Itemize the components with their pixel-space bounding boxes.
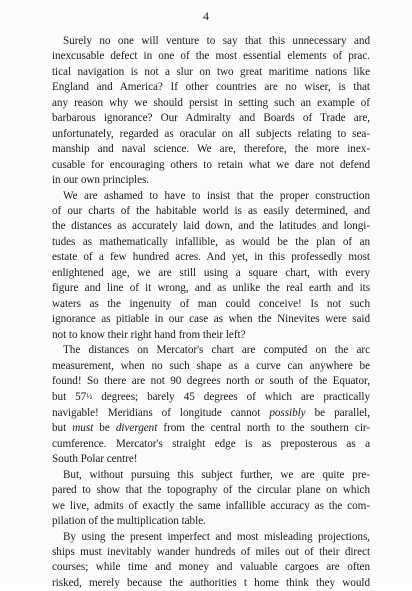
text-line: enlightened age, we are still using a square chart, with every [52, 266, 370, 281]
text-line: England and America? If other countries are no wiser, is that [52, 80, 370, 95]
text-line: pared to show that the topography of the circular plane on which [52, 483, 370, 498]
text-line: manship and naval science. We are, therefore, the more inex- [52, 142, 370, 157]
text-line: any reason why we should persist in setting such an example of [52, 96, 370, 111]
text-fragment: degrees; barely 45 degrees of which are practically [92, 391, 370, 403]
page-number: 4 [0, 9, 412, 23]
text-line: The distances on Mercator's chart are computed on the arc [52, 343, 370, 358]
text-fragment: but [52, 391, 75, 403]
paragraph-3 [52, 343, 370, 468]
text-line: By using the present imperfect and most misleading projections, [52, 530, 370, 545]
text-line: inexcusable defect in one of the most essential elements of prac. [52, 49, 370, 64]
text-line [52, 389, 370, 405]
text-line: ignorance as pitiable in our case as when the Ninevites were said [52, 312, 370, 327]
text-fragment: 57 [75, 391, 86, 403]
text-line: we live, admits of exactly the same infallible accuracy as the com- [52, 499, 370, 514]
text-line: cusable for encouraging others to retain what we dare not defend [52, 158, 370, 173]
paragraph-2 [52, 189, 370, 344]
text-line [52, 406, 370, 421]
text-line: South Polar centre! [52, 452, 370, 467]
fraction-half: ½ [86, 392, 92, 401]
text-line: risked, merely because the authorities t home think they would [52, 576, 370, 591]
paragraph-5 [52, 530, 370, 591]
paragraph-1 [52, 34, 370, 189]
text-line: in our own principles. [52, 173, 370, 188]
text-line: pilation of the multiplication table. [52, 514, 370, 529]
text-line: waters as the ingenuity of man could conceive! Is not such [52, 297, 370, 312]
text-line: We are ashamed to have to insist that the proper construction [52, 189, 370, 204]
text-line: found! So there are not 90 degrees north or south of the Equator, [52, 374, 370, 389]
italic-word: must [72, 422, 93, 434]
text-fragment: from the central north to the southern cir- [157, 422, 370, 434]
text-line: courses; while time and money and valuable cargoes are often [52, 560, 370, 575]
text-line: not to know their right hand from their left? [52, 328, 370, 343]
body-text [52, 34, 370, 591]
italic-word: divergent [116, 422, 157, 434]
text-line [52, 421, 370, 436]
text-line: estate of a few hundred acres. And yet, in this professedly most [52, 250, 370, 265]
text-line: cumference. Mercator's straight edge is as preposterous as a [52, 437, 370, 452]
text-line: of our charts of the habitable world is as easily determined, and [52, 204, 370, 219]
paragraph-4 [52, 468, 370, 530]
text-line: Surely no one will venture to say that this unnecessary and [52, 34, 370, 49]
text-line: figure and line of it wrong, and as unlike the real earth and its [52, 281, 370, 296]
text-line: ships must inevitably wander hundreds of miles out of their direct [52, 545, 370, 560]
text-line: unfortunately, regarded as oracular on all subjects relating to sea- [52, 127, 370, 142]
italic-word: possibly [269, 407, 305, 419]
text-line: But, without pursuing this subject further, we are quite pre- [52, 468, 370, 483]
text-line: measurement, when no such shape as a curve can anywhere be [52, 359, 370, 374]
text-fragment: but [52, 422, 72, 434]
text-fragment: be [93, 422, 116, 434]
text-line: barbarous ignorance? Our Admiralty and Boards of Trade are, [52, 111, 370, 126]
text-line: the distances as accurately laid down, and the latitudes and longi- [52, 219, 370, 234]
text-line: tical navigation is not a slur on two great maritime nations like [52, 65, 370, 80]
text-fragment: be parallel, [306, 407, 370, 419]
text-line: tudes as mathematically infallible, as would be the plan of an [52, 235, 370, 250]
text-fragment: navigable! Meridians of longitude cannot [52, 407, 269, 419]
